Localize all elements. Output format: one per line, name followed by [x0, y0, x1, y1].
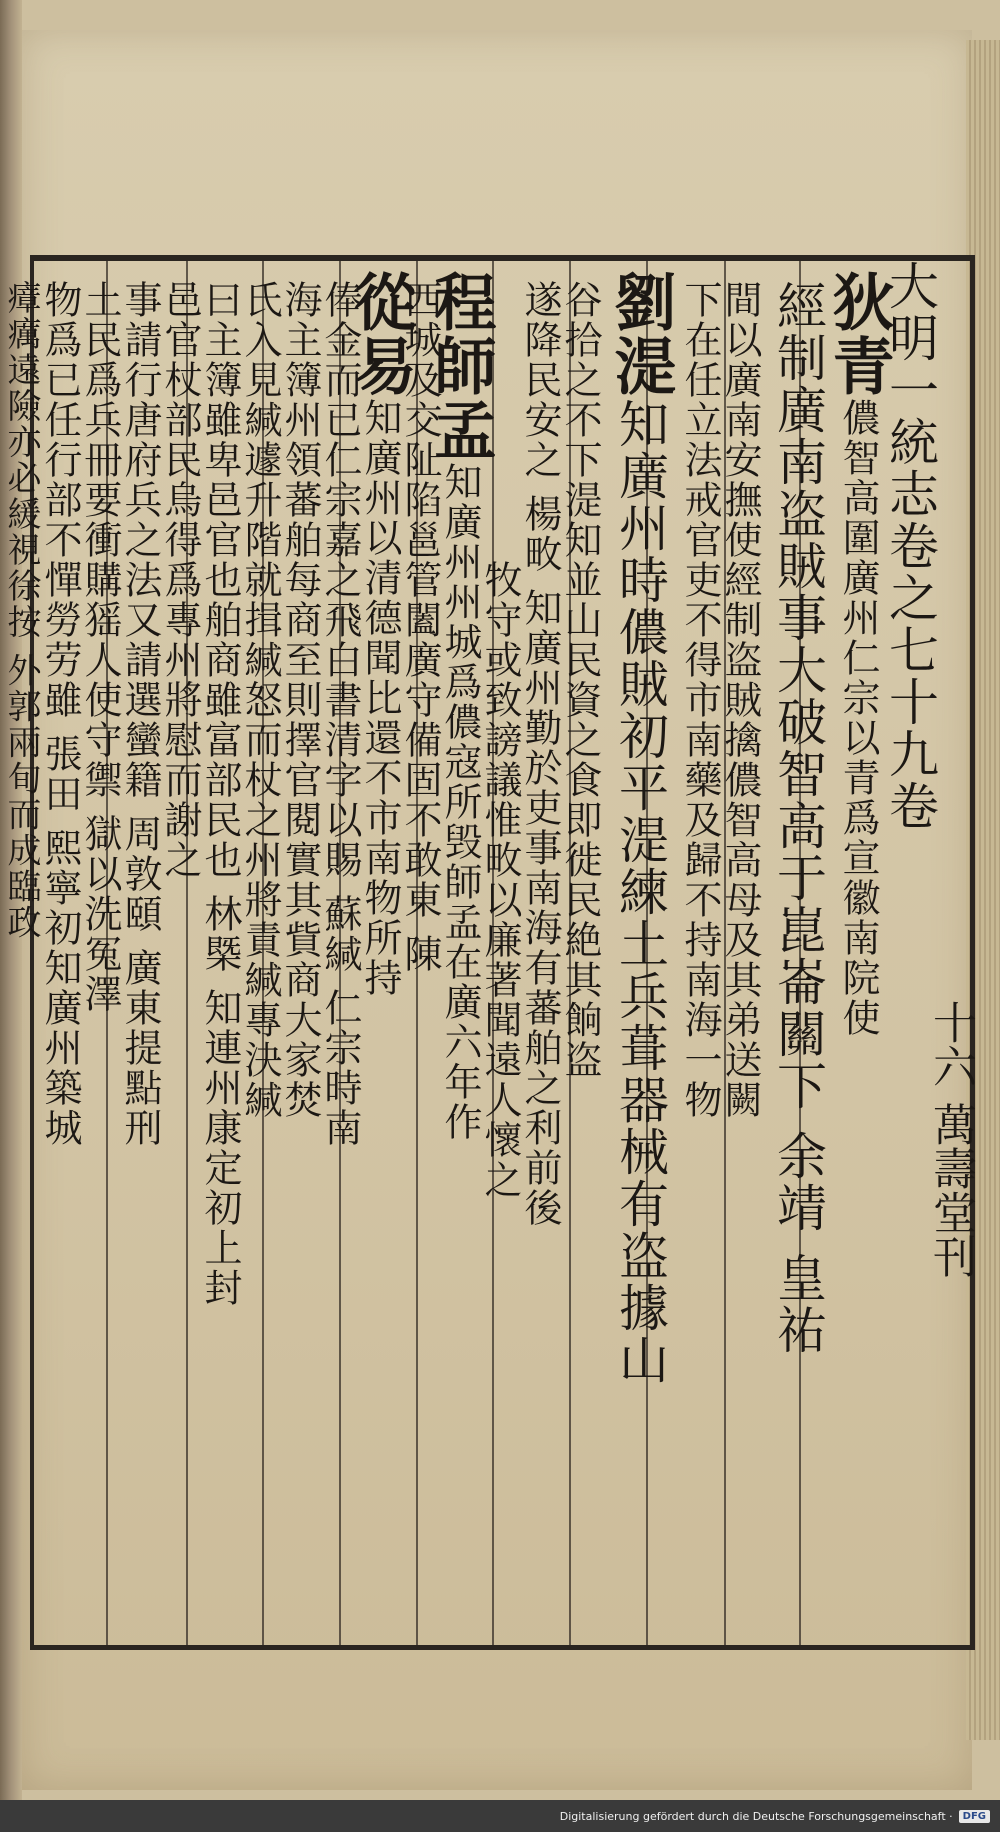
text-column: 俸金而已仁宗嘉之飛白書清字以賜 蘇緘 仁宗時南 [318, 280, 362, 1149]
text-column: 谷拾之不下湜知並山民資之食即徙民絶其餉盗 [558, 280, 602, 1080]
text-column: 遂降民安之 楊畋 知廣州勤於吏事南海有蕃舶之利前後 [518, 280, 562, 1229]
volume-title: 大明一統志卷之七十九卷 [881, 260, 939, 832]
text-column: 事請行唐府兵之法又請選蠻籍 周敦頤 廣東提點刑 [118, 280, 162, 1149]
text-column: 氏入見緘遽升階就揖緘怒而杖之州將責緘專決緘 [238, 280, 282, 1120]
text-column: 狄青儂智高圍廣州仁宗以青爲宣徽南院使 [822, 270, 895, 1038]
digitization-credit [0, 1800, 1000, 1832]
text-column: 下在任立法戒官吏不得市南藥及歸不持南海一物 [678, 280, 722, 1120]
folio-and-publisher: 十六 萬壽堂刊 [925, 1000, 976, 1278]
text-column: 物爲已任行部不憚勞劳雖 張田 熙寧初知廣州築城 [38, 280, 82, 1149]
text-column: 間以廣南安撫使經制盗賊擒儂智高母及其弟送闕 [718, 280, 762, 1120]
text-column: 瘴癘遠險亦必緩視徐按 外郭兩旬而成臨政 [1, 280, 41, 941]
text-column: 海主簿州領蕃舶每商至則擇官閱實其貲商大家焚 [278, 280, 322, 1120]
text-column: 經制廣南盗賊事大破智高于崑崙關下 余靖 皇祐 [769, 280, 827, 1356]
text-column: 程師孟知廣州州城爲儂寇所毁師孟在廣六年作 [424, 270, 497, 1142]
text-column: 牧守或致謗議惟畋以廉著聞遠人懷之 [478, 560, 522, 1200]
text-column: 曰主簿雖卑邑官也舶商雖富部民也 林槩 知連州康定初上封 [198, 280, 242, 1309]
text-column: 劉湜知廣州時儂賊初平湜練土兵葺器械有盗據山 [604, 270, 677, 1386]
text-column: 西城及交阯陷邕管闔廣守備固不敢東 陳 [398, 280, 442, 975]
credit-text: Digitalisierung gefördert durch die Deutsche Forschungsgemeinschaft · [559, 1809, 953, 1823]
text-column: 從易知廣州以清德聞比還不市南物所持 [344, 270, 417, 998]
text-column: 土民爲兵冊要衝購猺人使守禦 獄以洗冤澤 [78, 280, 122, 1015]
text-column: 邑官杖部民烏得爲專州將慰而謝之 [158, 280, 202, 880]
dfg-logo-icon: DFG [959, 1810, 990, 1823]
